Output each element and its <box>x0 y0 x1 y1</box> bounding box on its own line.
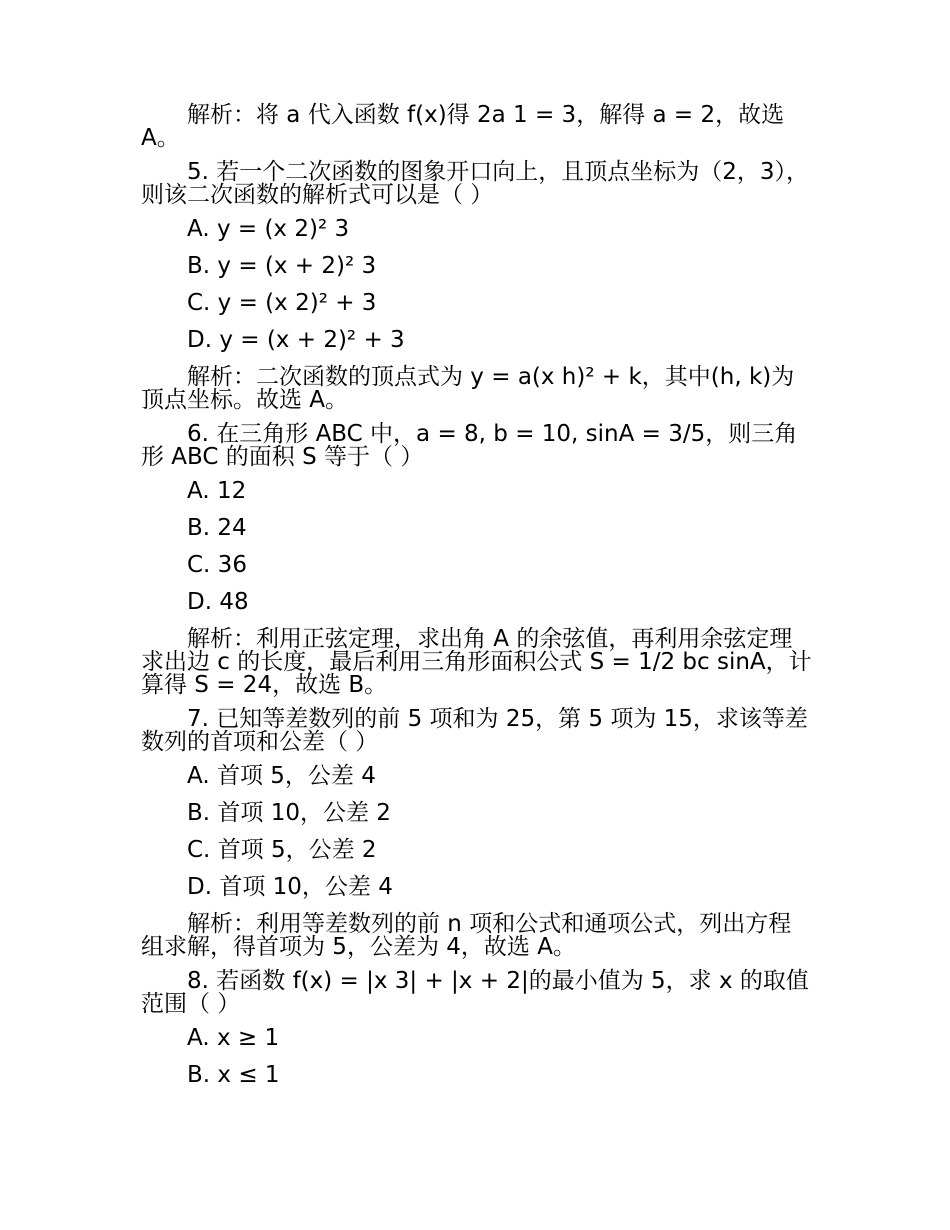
question-7-option-d: D. 首项 10，公差 4 <box>187 874 393 900</box>
question-6-option-c: C. 36 <box>187 552 247 578</box>
question-6-option-a: A. 12 <box>187 478 247 504</box>
question-7-option-c: C. 首项 5，公差 2 <box>187 837 377 863</box>
question-5-option-d: D. y = (x + 2)² + 3 <box>187 327 405 353</box>
question-5-option-a: A. y = (x 2)² 3 <box>187 216 350 242</box>
answer-explanation-6: 解析：利用正弦定理，求出角 A 的余弦值，再利用余弦定理求出边 c 的长度，最后利用三角形面积公式 S = 1/2 bc sinA，计算得 S = 24，故选 B。 <box>141 626 812 698</box>
question-6-option-d: D. 48 <box>187 589 249 615</box>
question-6-option-b: B. 24 <box>187 515 247 541</box>
answer-explanation-7: 解析：利用等差数列的前 n 项和公式和通项公式，列出方程组求解，得首项为 5，公差为 4，故选 A。 <box>141 911 792 960</box>
document-body <box>141 104 813 1101</box>
question-5: 5. 若一个二次函数的图象开口向上，且顶点坐标为（2，3），则该二次函数的解析式可以是（ ） <box>141 159 810 208</box>
question-5-option-b: B. y = (x + 2)² 3 <box>187 253 377 279</box>
answer-explanation-5: 解析：二次函数的顶点式为 y = a(x h)² + k，其中(h, k)为顶点坐标。故选 A。 <box>141 364 795 413</box>
question-8: 8. 若函数 f(x) = |x 3| + |x + 2|的最小值为 5，求 x 的取值范围（ ） <box>141 968 809 1017</box>
question-7: 7. 已知等差数列的前 5 项和为 25，第 5 项为 15，求该等差数列的首项和公差（ ） <box>141 706 808 755</box>
question-7-option-a: A. 首项 5，公差 4 <box>187 763 376 789</box>
question-6: 6. 在三角形 ABC 中，a = 8, b = 10, sinA = 3/5，则三角形 ABC 的面积 S 等于（ ） <box>141 421 798 470</box>
question-8-option-b: B. x ≤ 1 <box>187 1062 280 1088</box>
answer-explanation-4: 解析：将 a 代入函数 f(x)得 2a 1 = 3，解得 a = 2，故选A。 <box>141 102 785 151</box>
question-5-option-c: C. y = (x 2)² + 3 <box>187 290 377 316</box>
question-7-option-b: B. 首项 10，公差 2 <box>187 800 391 826</box>
question-8-option-a: A. x ≥ 1 <box>187 1025 280 1051</box>
